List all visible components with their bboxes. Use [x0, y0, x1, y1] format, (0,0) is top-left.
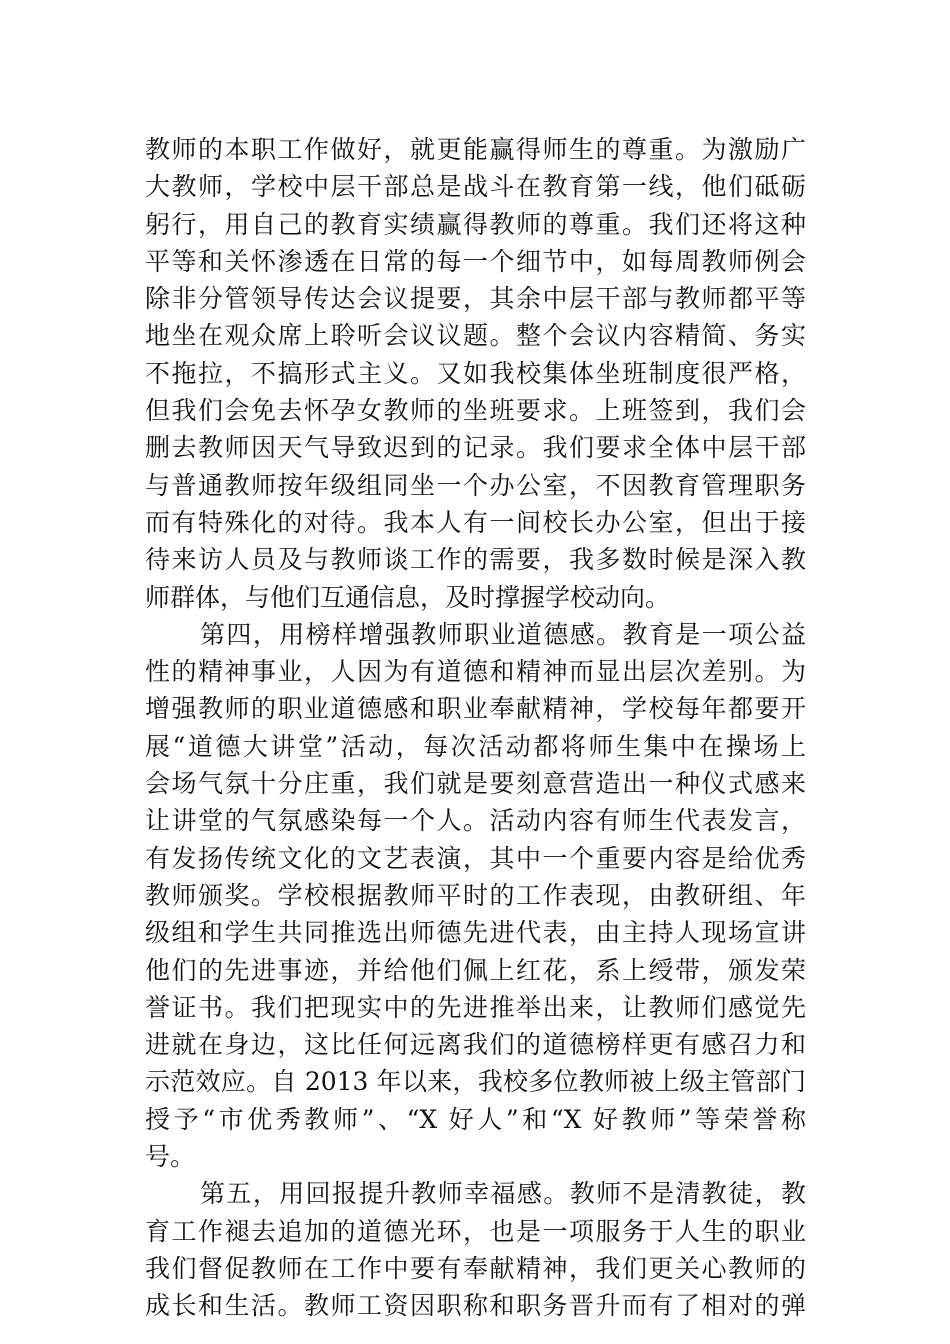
text-line: 展“道德大讲堂”活动，每次活动都将师生集中在操场上	[145, 731, 806, 761]
paragraph	[145, 131, 806, 616]
text-line: 地坐在观众席上聆听会议议题。整个会议内容精简、务实	[145, 321, 806, 351]
text-line: 授予“市优秀教师”、“X 好人”和“X 好教师”等荣誉称	[145, 1104, 806, 1134]
text-line: 不拖拉，不搞形式主义。又如我校集体坐班制度很严格，	[145, 358, 806, 388]
text-line: 我们督促教师在工作中要有奉献精神，我们更关心教师的	[145, 1253, 806, 1283]
text-line: 第四，用榜样增强教师职业道德感。教育是一项公益	[200, 619, 806, 649]
text-line: 而有特殊化的对待。我本人有一间校长办公室，但出于接	[145, 507, 806, 537]
text-line: 躬行，用自己的教育实绩赢得教师的尊重。我们还将这种	[145, 209, 806, 239]
text-line: 第五，用回报提升教师幸福感。教师不是清教徒，教	[200, 1179, 806, 1209]
text-line: 增强教师的职业道德感和职业奉献精神，学校每年都要开	[145, 694, 806, 724]
document-body	[145, 131, 806, 1325]
text-line: 删去教师因天气导致迟到的记录。我们要求全体中层干部	[145, 433, 806, 463]
text-line: 有发扬传统文化的文艺表演，其中一个重要内容是给优秀	[145, 843, 806, 873]
text-line: 他们的先进事迹，并给他们佩上红花，系上绶带，颁发荣	[145, 955, 806, 985]
text-line: 级组和学生共同推选出师德先进代表，由主持人现场宣讲	[145, 918, 806, 948]
paragraph	[145, 616, 806, 1175]
text-line: 号。	[145, 1142, 196, 1172]
paragraph	[145, 1175, 806, 1324]
text-line: 誉证书。我们把现实中的先进推举出来，让教师们感觉先	[145, 992, 806, 1022]
text-line: 大教师，学校中层干部总是战斗在教育第一线，他们砥砺	[145, 172, 806, 202]
text-line: 教师颁奖。学校根据教师平时的工作表现，由教研组、年	[145, 880, 806, 910]
text-line: 与普通教师按年级组同坐一个办公室，不因教育管理职务	[145, 470, 806, 500]
text-line: 成长和生活。教师工资因职称和职务晋升而有了相对的弹	[145, 1291, 806, 1321]
text-line: 让讲堂的气氛感染每一个人。活动内容有师生代表发言，	[145, 806, 806, 836]
text-line: 进就在身边，这比任何远离我们的道德榜样更有感召力和	[145, 1030, 806, 1060]
text-line: 待来访人员及与教师谈工作的需要，我多数时候是深入教	[145, 545, 806, 575]
text-line: 育工作褪去追加的道德光环，也是一项服务于人生的职业	[145, 1216, 806, 1246]
text-line: 平等和关怀渗透在日常的每一个细节中，如每周教师例会	[145, 246, 806, 276]
text-line: 除非分管领导传达会议提要，其余中层干部与教师都平等	[145, 284, 806, 314]
text-line: 师群体，与他们互通信息，及时撑握学校动向。	[145, 582, 671, 612]
text-line: 教师的本职工作做好，就更能赢得师生的尊重。为激励广	[145, 135, 806, 164]
text-line: 性的精神事业，人因为有道德和精神而显出层次差别。为	[145, 657, 806, 687]
text-line: 但我们会免去怀孕女教师的坐班要求。上班签到，我们会	[145, 396, 806, 426]
text-line: 示范效应。自 2013 年以来，我校多位教师被上级主管部门	[145, 1067, 806, 1097]
text-line: 会场气氛十分庄重，我们就是要刻意营造出一种仪式感来	[145, 769, 806, 799]
